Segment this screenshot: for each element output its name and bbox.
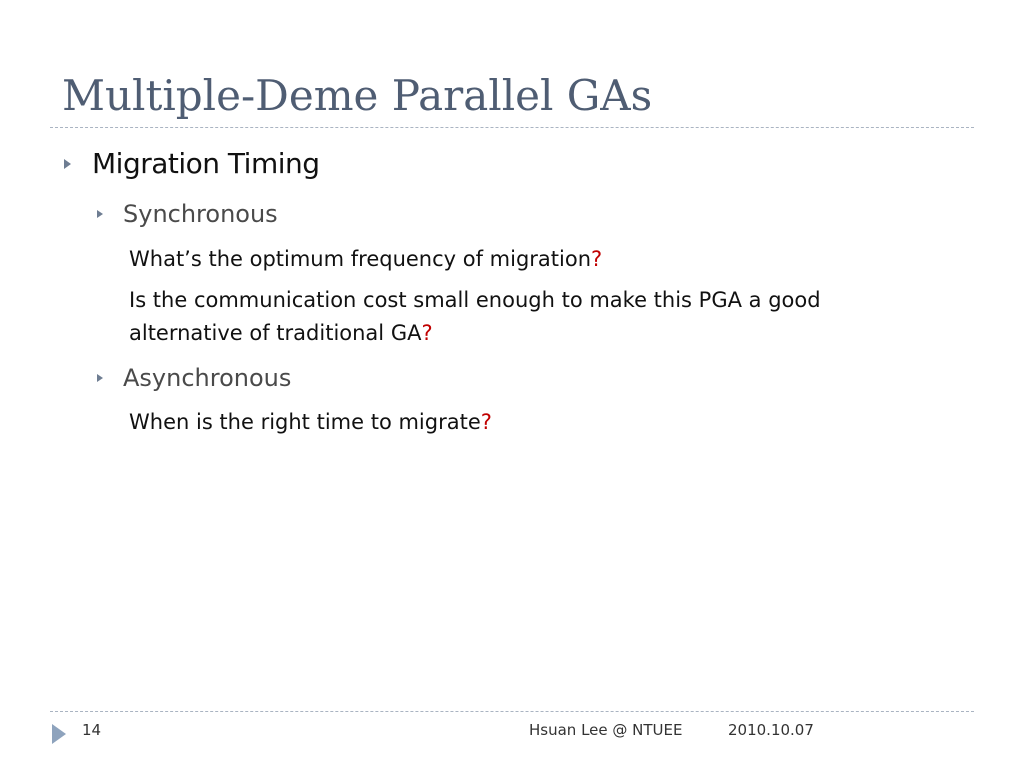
footer-date: 2010.10.07	[728, 721, 814, 739]
question-mark: ?	[421, 321, 433, 345]
sync-question-frequency	[129, 243, 602, 275]
sync-question-cost-line2	[129, 317, 433, 349]
async-question-timing-text: When is the right time to migrate	[129, 410, 481, 434]
sub-bullet-arrow-icon	[97, 374, 103, 382]
slide-title: Multiple-Deme Parallel GAs	[62, 71, 653, 120]
bullet-migration-timing: Migration Timing	[92, 147, 320, 180]
bullet-asynchronous: Asynchronous	[123, 364, 292, 392]
question-mark: ?	[591, 247, 603, 271]
bullet-synchronous: Synchronous	[123, 200, 278, 228]
bullet-arrow-icon	[64, 159, 71, 169]
page-number: 14	[82, 721, 102, 739]
title-divider	[50, 127, 974, 128]
sync-question-cost-line1: Is the communication cost small enough to make this PGA a good	[129, 288, 821, 312]
footer-arrow-icon	[52, 724, 66, 744]
sync-question-frequency-text: What’s the optimum frequency of migration	[129, 247, 592, 271]
footer-author: Hsuan Lee @ NTUEE	[529, 721, 683, 739]
footer-divider	[50, 711, 974, 712]
sync-question-cost-line2-text: alternative of traditional GA	[129, 321, 422, 345]
sub-bullet-arrow-icon	[97, 210, 103, 218]
async-question-timing	[129, 406, 492, 438]
question-mark: ?	[480, 410, 492, 434]
